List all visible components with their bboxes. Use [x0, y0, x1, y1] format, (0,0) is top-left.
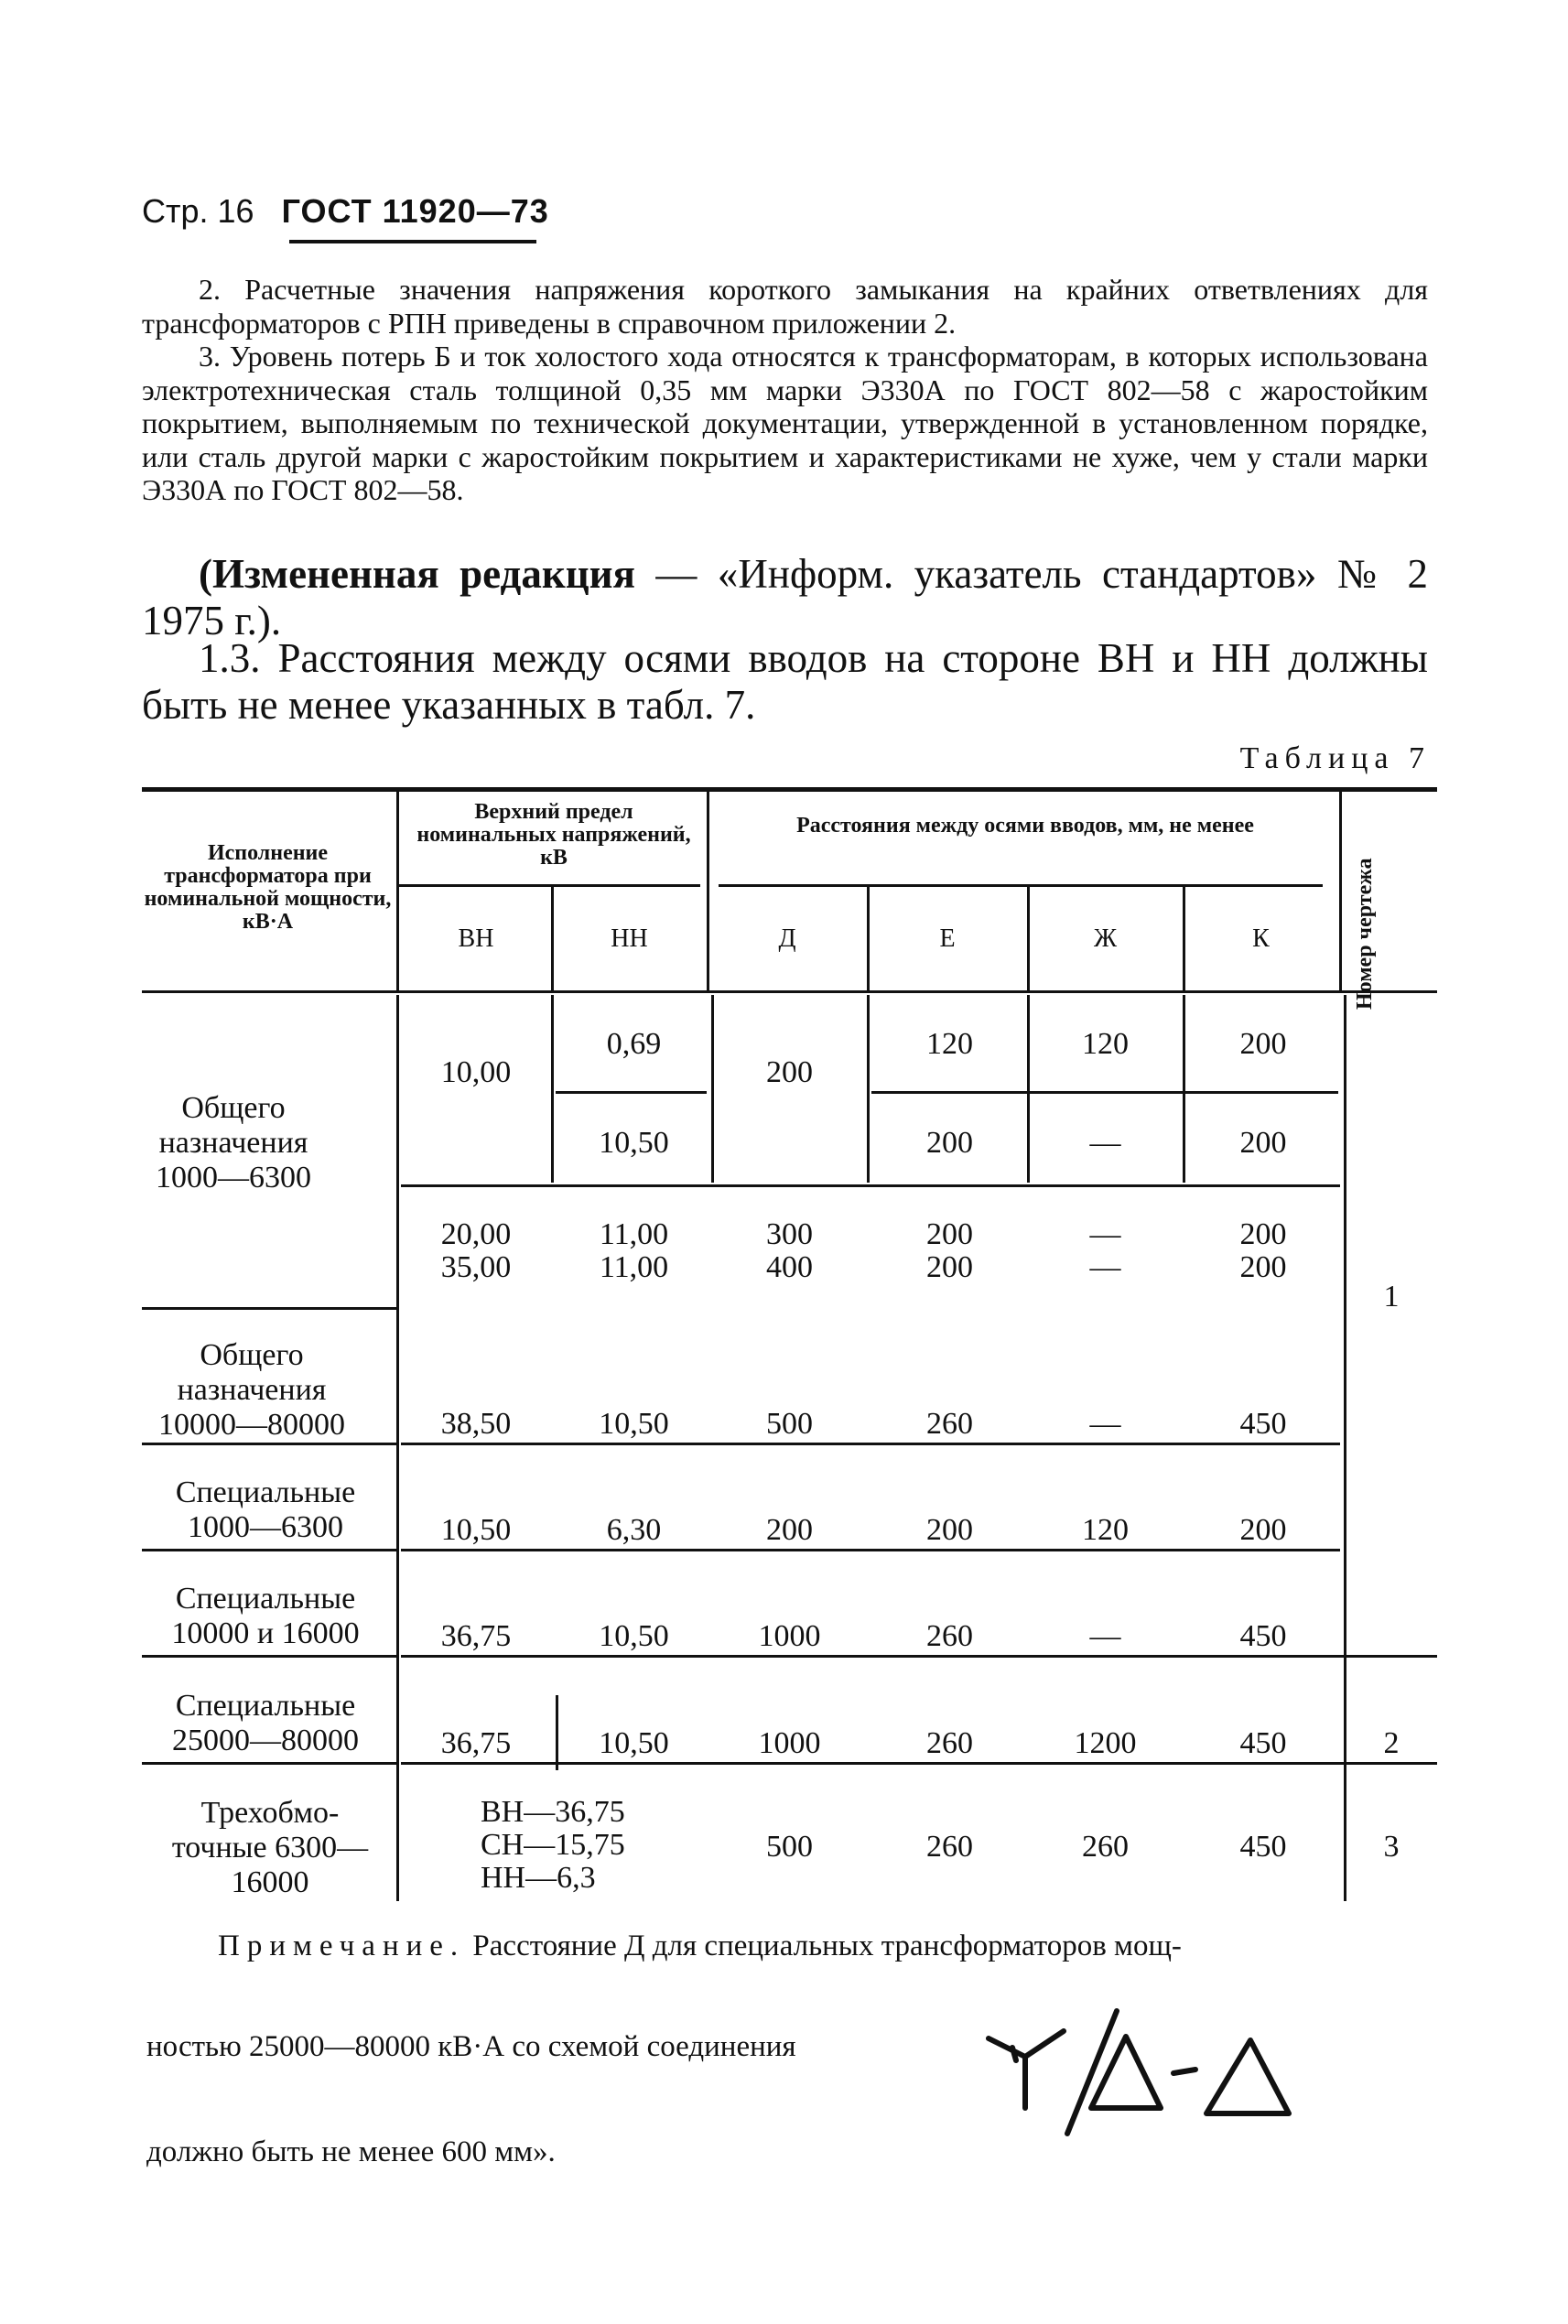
table-cell: 1200 [1074, 1726, 1137, 1760]
group-5-label: Специальные 25000—80000 [172, 1689, 359, 1757]
page-header [142, 192, 549, 231]
table-cell: 450 [1239, 1830, 1287, 1864]
table-top-rule [142, 787, 1437, 792]
table-cell: 260 [926, 1830, 973, 1864]
table-cell: 10,50 [599, 1126, 669, 1160]
table-cell: 6,30 [606, 1513, 662, 1547]
amendment-note [142, 551, 1428, 644]
table-cell: 260 [926, 1407, 973, 1441]
hline-g4-left [142, 1655, 396, 1658]
table-cell: 200 [1239, 1027, 1287, 1061]
table-cell: 36,75 [440, 1726, 512, 1760]
table-cell: 0,69 [606, 1027, 662, 1061]
table-cell: 200 [1239, 1250, 1287, 1284]
table-cell: — [1089, 1407, 1121, 1441]
hline-g1 [142, 1307, 396, 1310]
connection-scheme-icon [979, 2000, 1309, 2137]
table-cell: 11,00 [599, 1217, 669, 1251]
th-drawing-no: Номер чертежа [1353, 858, 1377, 1010]
group-1-label: Общего назначения 1000—6300 [156, 1091, 311, 1194]
th-execution: Исполнение трансформатора при номинальной мощности, кВ·А [144, 841, 392, 934]
table-cell: 260 [926, 1726, 973, 1760]
voltage-vn: ВН—36,75 [481, 1795, 625, 1829]
group-5 [142, 1689, 394, 1758]
table-cell: 35,00 [440, 1250, 512, 1284]
hline-g5-left [142, 1762, 396, 1765]
group-3 [142, 1475, 394, 1545]
drawing-no-1: 1 [1383, 1280, 1400, 1313]
group-3-label: Специальные 1000—6300 [175, 1475, 356, 1544]
page-number: Стр. 16 [142, 192, 254, 230]
table-cell: 1000 [758, 1726, 821, 1760]
table-cell: 450 [1239, 1726, 1287, 1760]
th-e: Е [939, 924, 956, 953]
table-cell: — [1089, 1126, 1121, 1160]
table-cell: 120 [926, 1027, 973, 1061]
drawing-no-2: 2 [1383, 1726, 1400, 1760]
vline-b-1 [396, 995, 399, 1901]
header-sub-rule-voltage [398, 884, 700, 887]
note-3: 3. Уровень потерь Б и ток холостого хода относятся к трансформаторам, в которых использована электротехническая сталь толщиной 0,35 мм марки Э330А по ГОСТ 802—58 с жаростойким покрытием, выполняемым по технической документации, утвержденной в установленном порядке, или сталь другой марки с жаростойким покрытием и характеристиками не хуже, чем у стали марки Э330А по ГОСТ 802—58. [142, 340, 1428, 506]
clause-1-3: 1.3. Расстояния между осями вводов на стороне ВН и НН должны быть не менее указанных в табл. 7. [142, 635, 1428, 728]
header-sub-rule-distance [719, 884, 1323, 887]
table-cell: 500 [766, 1830, 813, 1864]
header-underline [289, 240, 536, 243]
hline-r1-dist [871, 1091, 1338, 1094]
th-upper-limit: Верхний предел номинальных напряжений, кВ [416, 800, 691, 870]
table-cell: 200 [1239, 1217, 1287, 1251]
group-2-label: Общего назначения 10000—80000 [158, 1338, 345, 1442]
table-cell: 10,50 [599, 1726, 669, 1760]
voltage-sn: СН—15,75 [481, 1828, 625, 1862]
table-cell: 10,50 [599, 1619, 669, 1653]
table-cell: 1000 [758, 1619, 821, 1653]
amendment-bold: (Измененная редакция [199, 551, 635, 597]
table-cell: 200 [1239, 1513, 1287, 1547]
three-winding-voltages [403, 1796, 705, 1895]
table-title: Таблица 7 [1239, 741, 1431, 775]
vline-h-3 [707, 792, 709, 990]
vline-h-1 [396, 792, 399, 990]
vline-h-7 [1339, 792, 1342, 990]
hline-g2-left [142, 1443, 396, 1445]
table-cell: 200 [926, 1513, 973, 1547]
note-2: 2. Расчетные значения напряжения короткого замыкания на крайних ответвлениях для трансформаторов с РПН приведены в справочном приложении 2. [142, 273, 1428, 340]
th-nn: НН [611, 924, 648, 953]
hline-g3-left [142, 1549, 396, 1551]
table-cell: — [1089, 1250, 1121, 1284]
notes-block [142, 273, 1428, 507]
table-cell: 200 [766, 1513, 813, 1547]
hline-g4 [401, 1655, 1437, 1658]
table-cell: — [1089, 1217, 1121, 1251]
voltage-nn: НН—6,3 [481, 1861, 596, 1895]
table-cell: 500 [766, 1407, 813, 1441]
footnote-label: Примечание. [218, 1929, 466, 1962]
group-2 [142, 1338, 394, 1443]
table-cell: 11,00 [599, 1250, 669, 1284]
table-cell: 260 [926, 1619, 973, 1653]
footnote-line-1 [218, 1929, 1182, 1963]
table-cell: 300 [766, 1217, 813, 1251]
group-1 [142, 1091, 394, 1195]
table-cell: 20,00 [440, 1217, 512, 1251]
vline-b-7 [1344, 995, 1346, 1901]
header-bottom-rule [142, 990, 1437, 993]
table-cell: 38,50 [440, 1407, 512, 1441]
vline-b-4 [867, 995, 870, 1183]
hline-r2 [401, 1184, 1340, 1187]
table-cell: 120 [1082, 1027, 1129, 1061]
table-cell: 10,50 [440, 1513, 512, 1547]
th-distances: Расстояния между осями вводов, мм, не менее [796, 814, 1254, 838]
drawing-no-3: 3 [1383, 1830, 1400, 1864]
th-d: Д [778, 924, 796, 953]
group-6 [142, 1796, 394, 1900]
table-cell: 120 [1082, 1513, 1129, 1547]
vline-b-2 [551, 995, 554, 1183]
table-cell: 200 [926, 1217, 973, 1251]
group-6-label: Трехобмо- точные 6300—16000 [171, 1796, 369, 1899]
group-4-label: Специальные 10000 и 16000 [171, 1582, 360, 1650]
table-cell: 200 [766, 1055, 813, 1089]
standard-code: ГОСТ 11920—73 [281, 192, 549, 230]
th-vn: ВН [458, 924, 494, 953]
table-cell: 200 [926, 1126, 973, 1160]
group-4 [142, 1582, 394, 1651]
th-zh: Ж [1093, 924, 1118, 953]
footnote-line-2: ностью 25000—80000 кВ·А со схемой соединения [146, 2030, 796, 2063]
table-cell: 450 [1239, 1619, 1287, 1653]
table-cell: 450 [1239, 1407, 1287, 1441]
hline-g2 [401, 1443, 1340, 1445]
table-cell: 10,50 [599, 1407, 669, 1441]
table-cell: 36,75 [440, 1619, 512, 1653]
footnote-text-1: Расстояние Д для специальных трансформаторов мощ- [465, 1929, 1182, 1962]
footnote-line-3: должно быть не менее 600 мм». [146, 2135, 556, 2168]
table-cell: 400 [766, 1250, 813, 1284]
table-cell: 260 [1082, 1830, 1129, 1864]
hline-g5 [401, 1762, 1437, 1765]
table-cell: 200 [926, 1250, 973, 1284]
hline-r1-nn [556, 1091, 707, 1094]
table-cell: — [1089, 1619, 1121, 1653]
hline-g3 [401, 1549, 1340, 1551]
table-cell: 200 [1239, 1126, 1287, 1160]
table-cell: 10,00 [440, 1055, 512, 1089]
amendment-text: — «Информ. указатель стандартов» № 2 1975 г.). [142, 551, 1428, 643]
th-k: К [1252, 924, 1270, 953]
